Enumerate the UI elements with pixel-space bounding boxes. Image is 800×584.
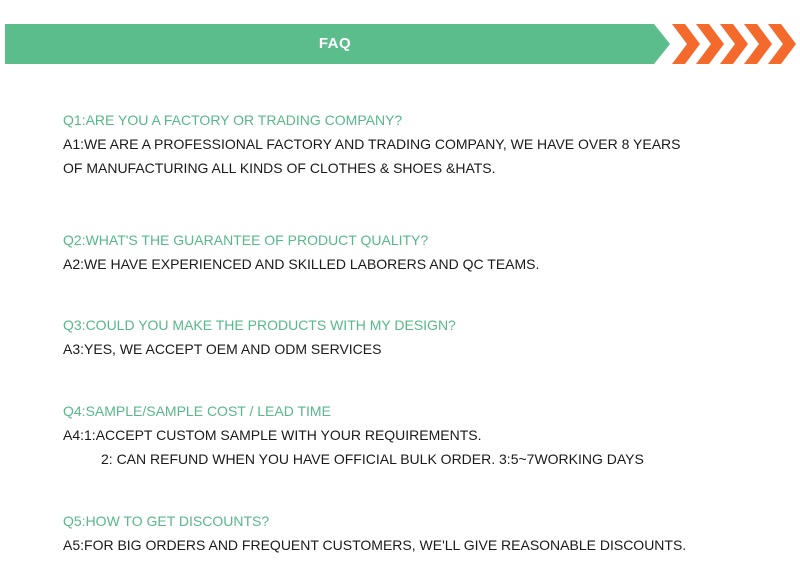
chevron-arrows-icon — [672, 24, 796, 64]
faq-item-3 — [63, 313, 456, 361]
faq-item-1 — [63, 108, 680, 180]
question-1: Q1:ARE YOU A FACTORY OR TRADING COMPANY? — [63, 112, 403, 128]
faq-title: FAQ — [318, 35, 352, 52]
faq-item-5 — [63, 509, 686, 557]
question-5: Q5:HOW TO GET DISCOUNTS? — [63, 513, 270, 529]
answer-1-line-2: OF MANUFACTURING ALL KINDS OF CLOTHES & SHOES &HATS. — [63, 160, 496, 176]
question-3: Q3:COULD YOU MAKE THE PRODUCTS WITH MY DESIGN? — [63, 317, 456, 333]
answer-1-line-1: A1:WE ARE A PROFESSIONAL FACTORY AND TRADING COMPANY, WE HAVE OVER 8 YEARS — [63, 136, 681, 152]
answer-4-line-2: 2: CAN REFUND WHEN YOU HAVE OFFICIAL BULK ORDER. 3:5~7WORKING DAYS — [101, 451, 644, 467]
question-4: Q4:SAMPLE/SAMPLE COST / LEAD TIME — [63, 403, 331, 419]
answer-2-line-1: A2:WE HAVE EXPERIENCED AND SKILLED LABORERS AND QC TEAMS. — [63, 256, 540, 272]
faq-banner — [0, 0, 800, 90]
faq-item-2 — [63, 228, 539, 276]
faq-item-4 — [63, 399, 644, 471]
answer-3-line-1: A3:YES, WE ACCEPT OEM AND ODM SERVICES — [63, 341, 382, 357]
answer-5-line-1: A5:FOR BIG ORDERS AND FREQUENT CUSTOMERS, WE'LL GIVE REASONABLE DISCOUNTS. — [63, 537, 687, 553]
answer-4-line-1: A4:1:ACCEPT CUSTOM SAMPLE WITH YOUR REQUIREMENTS. — [63, 427, 482, 443]
question-2: Q2:WHAT'S THE GUARANTEE OF PRODUCT QUALITY? — [63, 232, 429, 248]
